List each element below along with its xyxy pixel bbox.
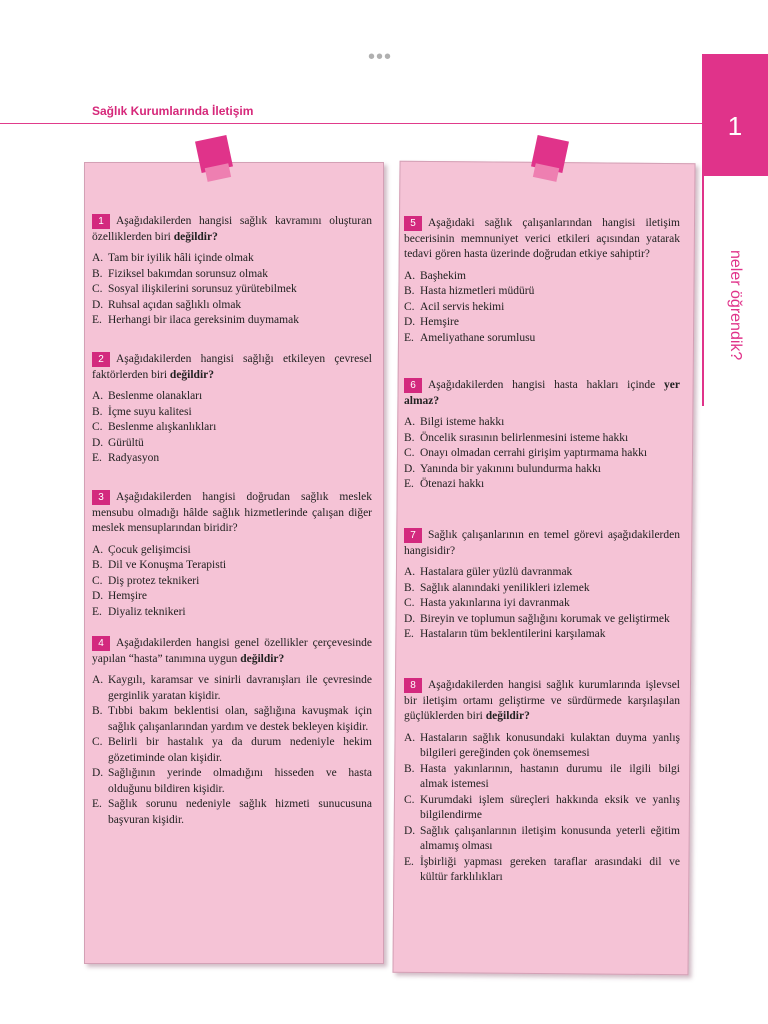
option-e[interactable]: E. Hastaların tüm beklentilerini karşılamak xyxy=(404,628,606,640)
header-divider xyxy=(0,123,702,124)
option-a[interactable]: A. Hastalara güler yüzlü davranmak xyxy=(404,566,573,578)
option-list xyxy=(404,565,680,643)
question-number: 4 xyxy=(92,636,110,651)
option-e[interactable]: E. İşbirliği yapması gereken taraflar arasındaki dil ve kültür farklılıkları xyxy=(404,855,680,883)
option-c[interactable]: C. Kurumdaki işlem süreçleri hakkında eksik ve yanlış bilgilendirme xyxy=(404,793,680,821)
option-e[interactable]: E. Diyaliz teknikeri xyxy=(92,605,186,618)
stem-emphasis: değildir? xyxy=(169,368,215,381)
option-list xyxy=(404,415,680,493)
question-number: 7 xyxy=(404,528,422,543)
stem-emphasis: değildir? xyxy=(173,230,218,243)
question-stem xyxy=(404,528,680,559)
option-b[interactable]: B. Öncelik sırasının belirlenmesini isteme hakkı xyxy=(404,431,629,444)
option-c[interactable]: C. Acil servis hekimi xyxy=(404,300,505,313)
option-c[interactable]: C. Sosyal ilişkilerini sorunsuz yürütebilmek xyxy=(92,283,297,295)
option-a[interactable]: A. Tam bir iyilik hâli içinde olmak xyxy=(92,252,254,264)
question-stem xyxy=(404,678,680,725)
question-2 xyxy=(92,352,372,467)
stem-text: Aşağıdakilerden hangisi sağlık kurumlarında işlevsel bir iletişim ortamı geliştirme ve sürdürmede karşılaşılan güçlüklerden biri xyxy=(404,679,680,722)
stem-text: Aşağıdakilerden hangisi sağlığı etkileyen çevresel faktörlerden biri xyxy=(92,353,372,381)
side-label-text: neler öğrendik? xyxy=(727,250,744,361)
option-e[interactable]: E. Herhangi bir ilaca gereksinim duymamak xyxy=(92,314,299,326)
option-b[interactable]: B. Sağlık alanındaki yenilikleri izlemek xyxy=(404,581,590,594)
option-c[interactable]: C. Hasta yakınlarına iyi davranmak xyxy=(404,597,570,609)
option-d[interactable]: D. Bireyin ve toplumun sağlığını korumak ve geliştirmek xyxy=(404,612,670,625)
option-c[interactable]: C. Belirli bir hastalık ya da durum nedeniyle hekim gözetiminde olan kişidir. xyxy=(92,736,372,764)
option-list xyxy=(92,389,372,467)
question-5 xyxy=(404,216,680,346)
option-c[interactable]: C. Onayı olmadan cerrahi girişim yaptırmama hakkı xyxy=(404,447,648,459)
option-d[interactable]: D. Sağlık çalışanlarının iletişim konusunda yeterli eğitim almamış olması xyxy=(404,824,680,852)
decorative-dots: ••• xyxy=(368,46,393,68)
question-4 xyxy=(92,636,372,828)
option-b[interactable]: B. Fiziksel bakımdan sorunsuz olmak xyxy=(92,267,269,280)
tape-ribbon-right xyxy=(531,135,569,173)
question-stem xyxy=(404,216,680,263)
side-label xyxy=(724,250,744,390)
stem-text: Sağlık çalışanlarının en temel görevi aşağıdakilerden hangisidir? xyxy=(404,529,680,557)
chapter-number: 1 xyxy=(727,111,743,141)
question-number: 2 xyxy=(92,352,110,367)
question-number: 8 xyxy=(404,678,422,693)
option-list xyxy=(404,269,680,347)
question-stem xyxy=(92,214,372,245)
option-b[interactable]: B. Hasta hizmetleri müdürü xyxy=(404,285,535,297)
option-list xyxy=(92,251,372,329)
option-e[interactable]: E. Ameliyathane sorumlusu xyxy=(404,331,536,344)
question-number: 3 xyxy=(92,490,110,505)
option-b[interactable]: B. Dil ve Konuşma Terapisti xyxy=(92,559,227,571)
option-d[interactable]: D. Gürültü xyxy=(92,436,144,449)
option-d[interactable]: D. Sağlığının yerinde olmadığını hisseden ve hasta olduğunu bildiren kişidir. xyxy=(92,767,372,795)
option-e[interactable]: E. Ötenazi hakkı xyxy=(404,478,485,490)
option-e[interactable]: E. Radyasyon xyxy=(92,452,160,464)
question-8 xyxy=(404,678,680,886)
option-a[interactable]: A. Bilgi isteme hakkı xyxy=(404,416,505,428)
option-d[interactable]: D. Hemşire xyxy=(92,590,147,602)
question-1 xyxy=(92,214,372,329)
question-number: 1 xyxy=(92,214,110,229)
option-list xyxy=(92,673,372,828)
question-stem xyxy=(92,352,372,383)
option-c[interactable]: C. Beslenme alışkanlıkları xyxy=(92,421,217,433)
tape-ribbon-left xyxy=(195,135,233,173)
stem-emphasis: yer almaz? xyxy=(404,379,680,407)
question-6 xyxy=(404,378,680,493)
stem-emphasis: değildir? xyxy=(485,710,530,722)
stem-emphasis: değildir? xyxy=(240,652,285,665)
page-header-title: Sağlık Kurumlarında İletişim xyxy=(92,104,254,118)
option-d[interactable]: D. Ruhsal açıdan sağlıklı olmak xyxy=(92,298,242,311)
option-b[interactable]: B. Hasta yakınlarının, hastanın durumu ile ilgili bilgi almak istemesi xyxy=(404,762,680,790)
question-number: 6 xyxy=(404,378,422,393)
stem-text: Aşağıdakilerden hangisi hasta hakları içinde xyxy=(428,379,665,391)
option-e[interactable]: E. Sağlık sorunu nedeniyle sağlık hizmeti sunucusuna başvuran kişidir. xyxy=(92,798,372,826)
option-list xyxy=(404,731,680,886)
stem-text: Aşağıdaki sağlık çalışanlarından hangisi iletişim becerisinin memnuniyet verici etkileri açısından yatarak tedavi gören hasta üzerinde doğrudan etkiye sahiptir? xyxy=(404,217,680,260)
question-7 xyxy=(404,528,680,643)
option-b[interactable]: B. İçme suyu kalitesi xyxy=(92,405,192,418)
question-stem xyxy=(404,378,680,409)
stem-text: Aşağıdakilerden hangisi sağlık kavramını oluşturan özelliklerden biri xyxy=(92,215,372,243)
option-a[interactable]: A. Hastaların sağlık konusundaki kulaktan duyma yanlış bilgileri gereğinden çok önemsemesi xyxy=(404,731,680,759)
stem-text: Aşağıdakilerden hangisi doğrudan sağlık meslek mensubu olmadığı hâlde sağlık hizmetlerinde çalışan diğer meslek mensuplarından biridir? xyxy=(92,491,372,534)
option-a[interactable]: A. Çocuk gelişimcisi xyxy=(92,543,191,556)
option-a[interactable]: A. Başhekim xyxy=(404,269,466,282)
option-a[interactable]: A. Kaygılı, karamsar ve sinirli davranışları ile çevresinde gerginlik yaratan kişidir. xyxy=(92,674,372,702)
option-b[interactable]: B. Tıbbi bakım beklentisi olan, sağlığına kavuşmak için sağlık çalışanlarından yardım ve destek bekleyen kişidir. xyxy=(92,705,372,733)
option-d[interactable]: D. Hemşire xyxy=(404,316,459,328)
side-divider xyxy=(702,176,704,406)
option-list xyxy=(92,543,372,621)
option-a[interactable]: A. Beslenme olanakları xyxy=(92,390,203,402)
question-number: 5 xyxy=(404,216,422,231)
question-3 xyxy=(92,490,372,620)
option-d[interactable]: D. Yanında bir yakınını bulundurma hakkı xyxy=(404,462,601,475)
question-stem xyxy=(92,636,372,667)
question-stem xyxy=(92,490,372,537)
option-c[interactable]: C. Diş protez teknikeri xyxy=(92,574,200,587)
chapter-tab xyxy=(702,54,768,176)
stem-text: Aşağıdakilerden hangisi genel özellikler çerçevesinde yapılan “hasta” tanımına uygun xyxy=(92,637,372,665)
